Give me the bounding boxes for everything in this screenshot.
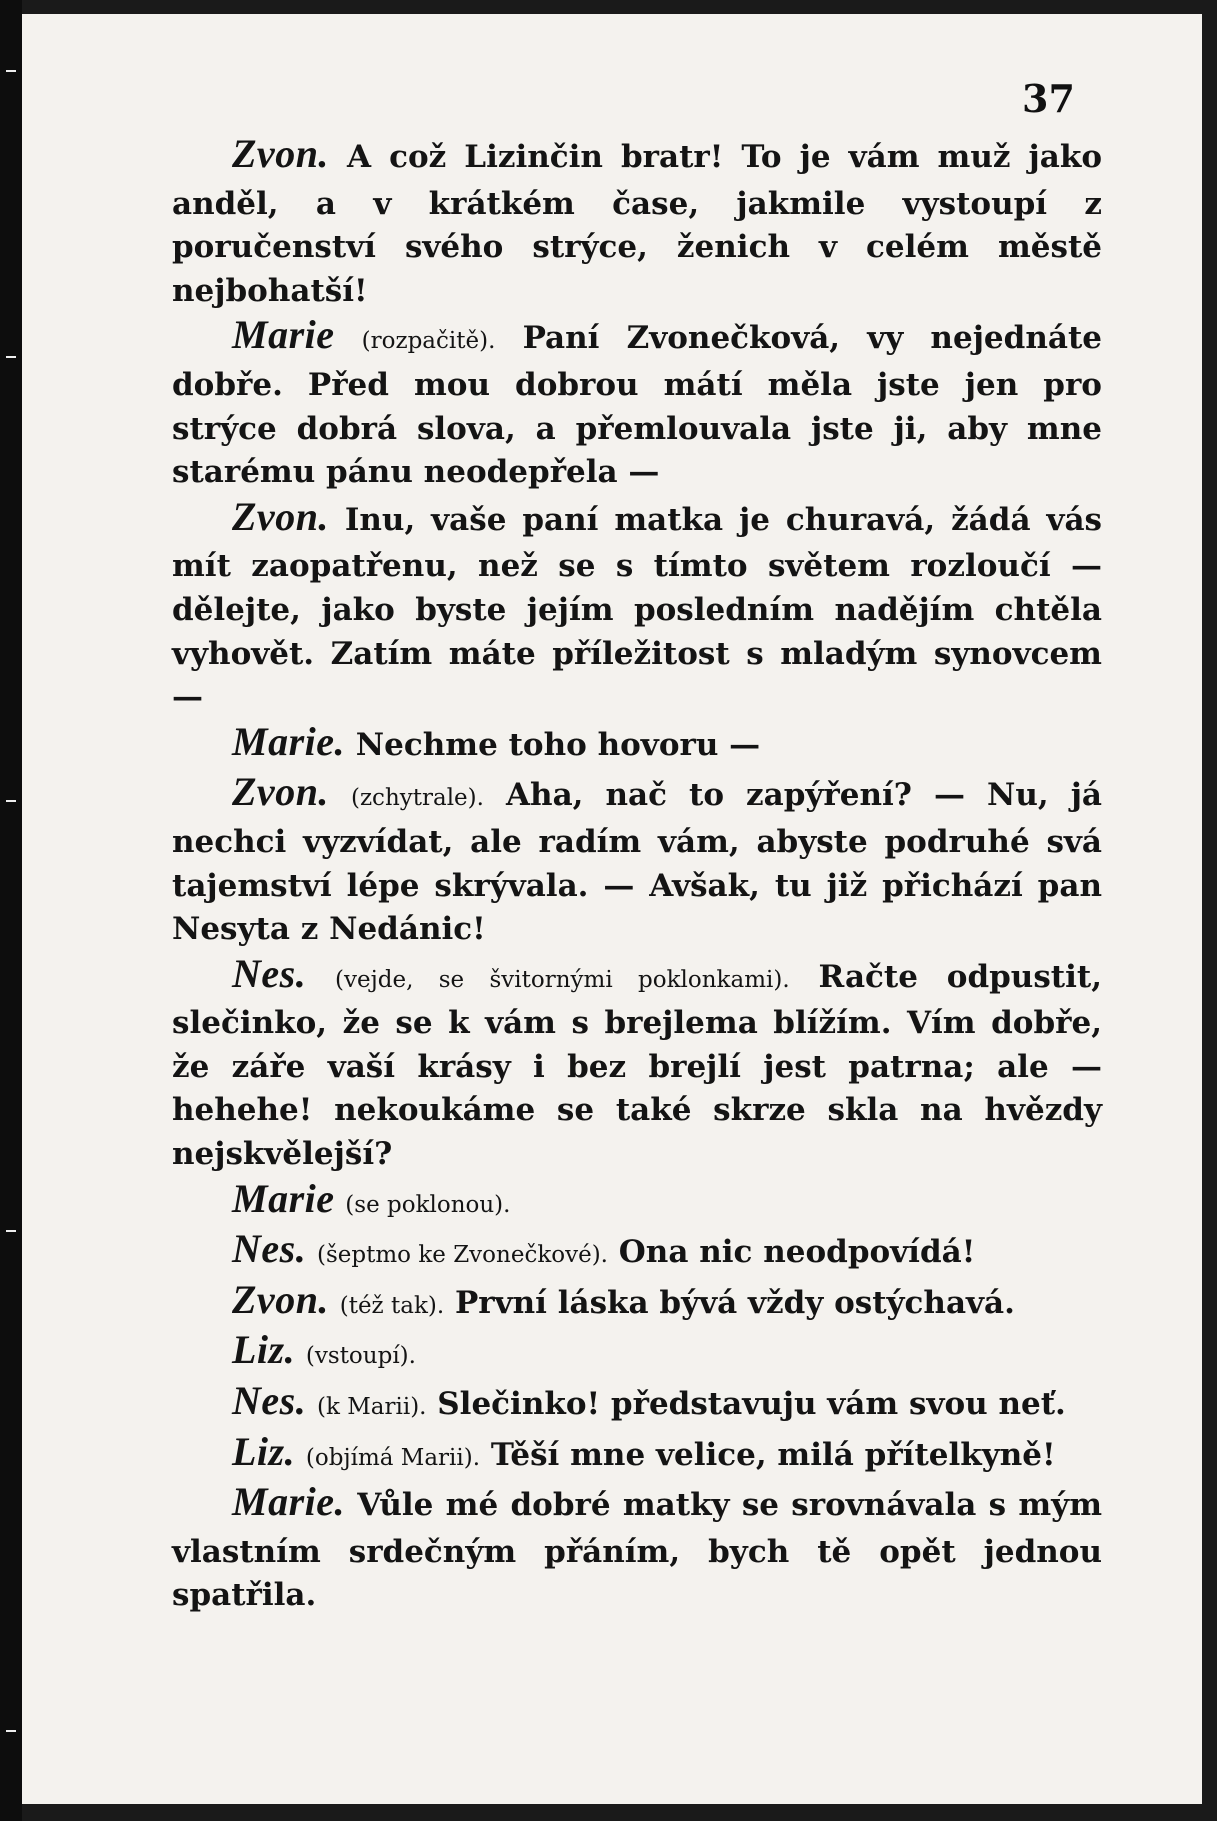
speaker-name: Marie. xyxy=(232,718,345,764)
stage-direction: (vejde, se švitornými poklonkami). xyxy=(335,966,790,993)
stage-direction: (též tak). xyxy=(339,1292,445,1319)
speaker-name: Zvon. xyxy=(232,1276,329,1322)
spine-mark xyxy=(6,1730,16,1732)
dialogue-text: První láska bývá vždy ostýchavá. xyxy=(454,1284,1015,1321)
speaker-name: Marie. xyxy=(232,1479,345,1525)
dialogue-text: Ona nic neodpovídá! xyxy=(618,1234,976,1271)
speaker-name: Zvon. xyxy=(232,493,329,539)
dialogue-text: Vůle mé dobré matky se srovnávala s mým vlastním srdečným přáním, bych tě opět jednou spatřila. xyxy=(172,1487,1102,1614)
stage-direction: (vstoupí). xyxy=(305,1343,416,1370)
stage-direction: (se poklonou). xyxy=(345,1191,511,1218)
book-page xyxy=(22,14,1202,1804)
paragraph xyxy=(172,1278,1102,1329)
paragraph xyxy=(172,1430,1102,1481)
stage-direction: (šeptmo ke Zvonečkové). xyxy=(317,1242,608,1269)
book-spine-shadow xyxy=(0,0,22,1821)
page-text xyxy=(172,132,1102,1618)
page-number: 37 xyxy=(1022,76,1075,121)
paragraph xyxy=(172,313,1102,494)
spine-mark xyxy=(6,800,16,802)
dialogue-text: Račte odpustit, slečinko, že se k vám s brejlema blížím. Vím dobře, že záře vaší krásy i bez brejlí jest patrna; ale — hehehe! nekoukáme se také skrze skla na hvězdy nejskvělejší? xyxy=(172,958,1103,1173)
paragraph xyxy=(172,1379,1102,1430)
paragraph xyxy=(172,952,1102,1177)
spine-mark xyxy=(6,356,16,358)
dialogue-text: Aha, nač to zapýření? — Nu, já nechci vyzvídat, ale radím vám, abyste podruhé svá tajemství lépe skrývala. — Avšak, tu již přichází pan Nesyta z Nedánic! xyxy=(172,777,1102,948)
speaker-name: Nes. xyxy=(232,1378,307,1424)
stage-direction: (objímá Marii). xyxy=(305,1444,481,1471)
dialogue-text: Těší mne velice, milá přítelkyně! xyxy=(490,1436,1056,1473)
paragraph xyxy=(172,1480,1102,1618)
speaker-name: Liz. xyxy=(232,1428,296,1474)
paragraph xyxy=(172,1177,1102,1228)
paragraph xyxy=(172,1227,1102,1278)
speaker-name: Zvon. xyxy=(232,131,329,176)
dialogue-text: Paní Zvonečková, vy nejednáte dobře. Před mou dobrou mátí měla jste jen pro strýce dobrá slova, a přemlouvala jste ji, aby mne starému pánu neodepřela — xyxy=(172,320,1102,491)
stage-direction: (k Marii). xyxy=(317,1394,427,1421)
speaker-name: Marie xyxy=(232,312,335,358)
paragraph xyxy=(172,720,1102,771)
speaker-name: Marie xyxy=(232,1175,335,1221)
stage-direction: (zchytrale). xyxy=(350,785,484,812)
dialogue-text: Inu, vaše paní matka je churavá, žádá vás mít zaopatřenu, než se s tímto světem rozloučí — dělejte, jako byste jejím posledním nadějím chtěla vyhovět. Zatím máte příležitost s mladým synovcem — xyxy=(172,501,1102,716)
speaker-name: Nes. xyxy=(232,1226,307,1272)
dialogue-text: Slečinko! představuju vám svou neť. xyxy=(437,1386,1066,1423)
paragraph xyxy=(172,495,1102,720)
speaker-name: Zvon. xyxy=(232,769,329,815)
paragraph xyxy=(172,770,1102,951)
speaker-name: Liz. xyxy=(232,1327,296,1373)
spine-mark xyxy=(6,70,16,72)
dialogue-text: A což Lizinčin bratr! To je vám muž jako anděl, a v krátkém čase, jakmile vystoupí z poručenství svého strýce, ženich v celém městě nejbohatší! xyxy=(172,139,1102,309)
spine-mark xyxy=(6,1230,16,1232)
speaker-name: Nes. xyxy=(232,950,307,996)
paragraph xyxy=(172,132,1102,313)
dialogue-text: Nechme toho hovoru — xyxy=(355,726,761,763)
paragraph xyxy=(172,1328,1102,1379)
stage-direction: (rozpačitě). xyxy=(361,328,496,355)
